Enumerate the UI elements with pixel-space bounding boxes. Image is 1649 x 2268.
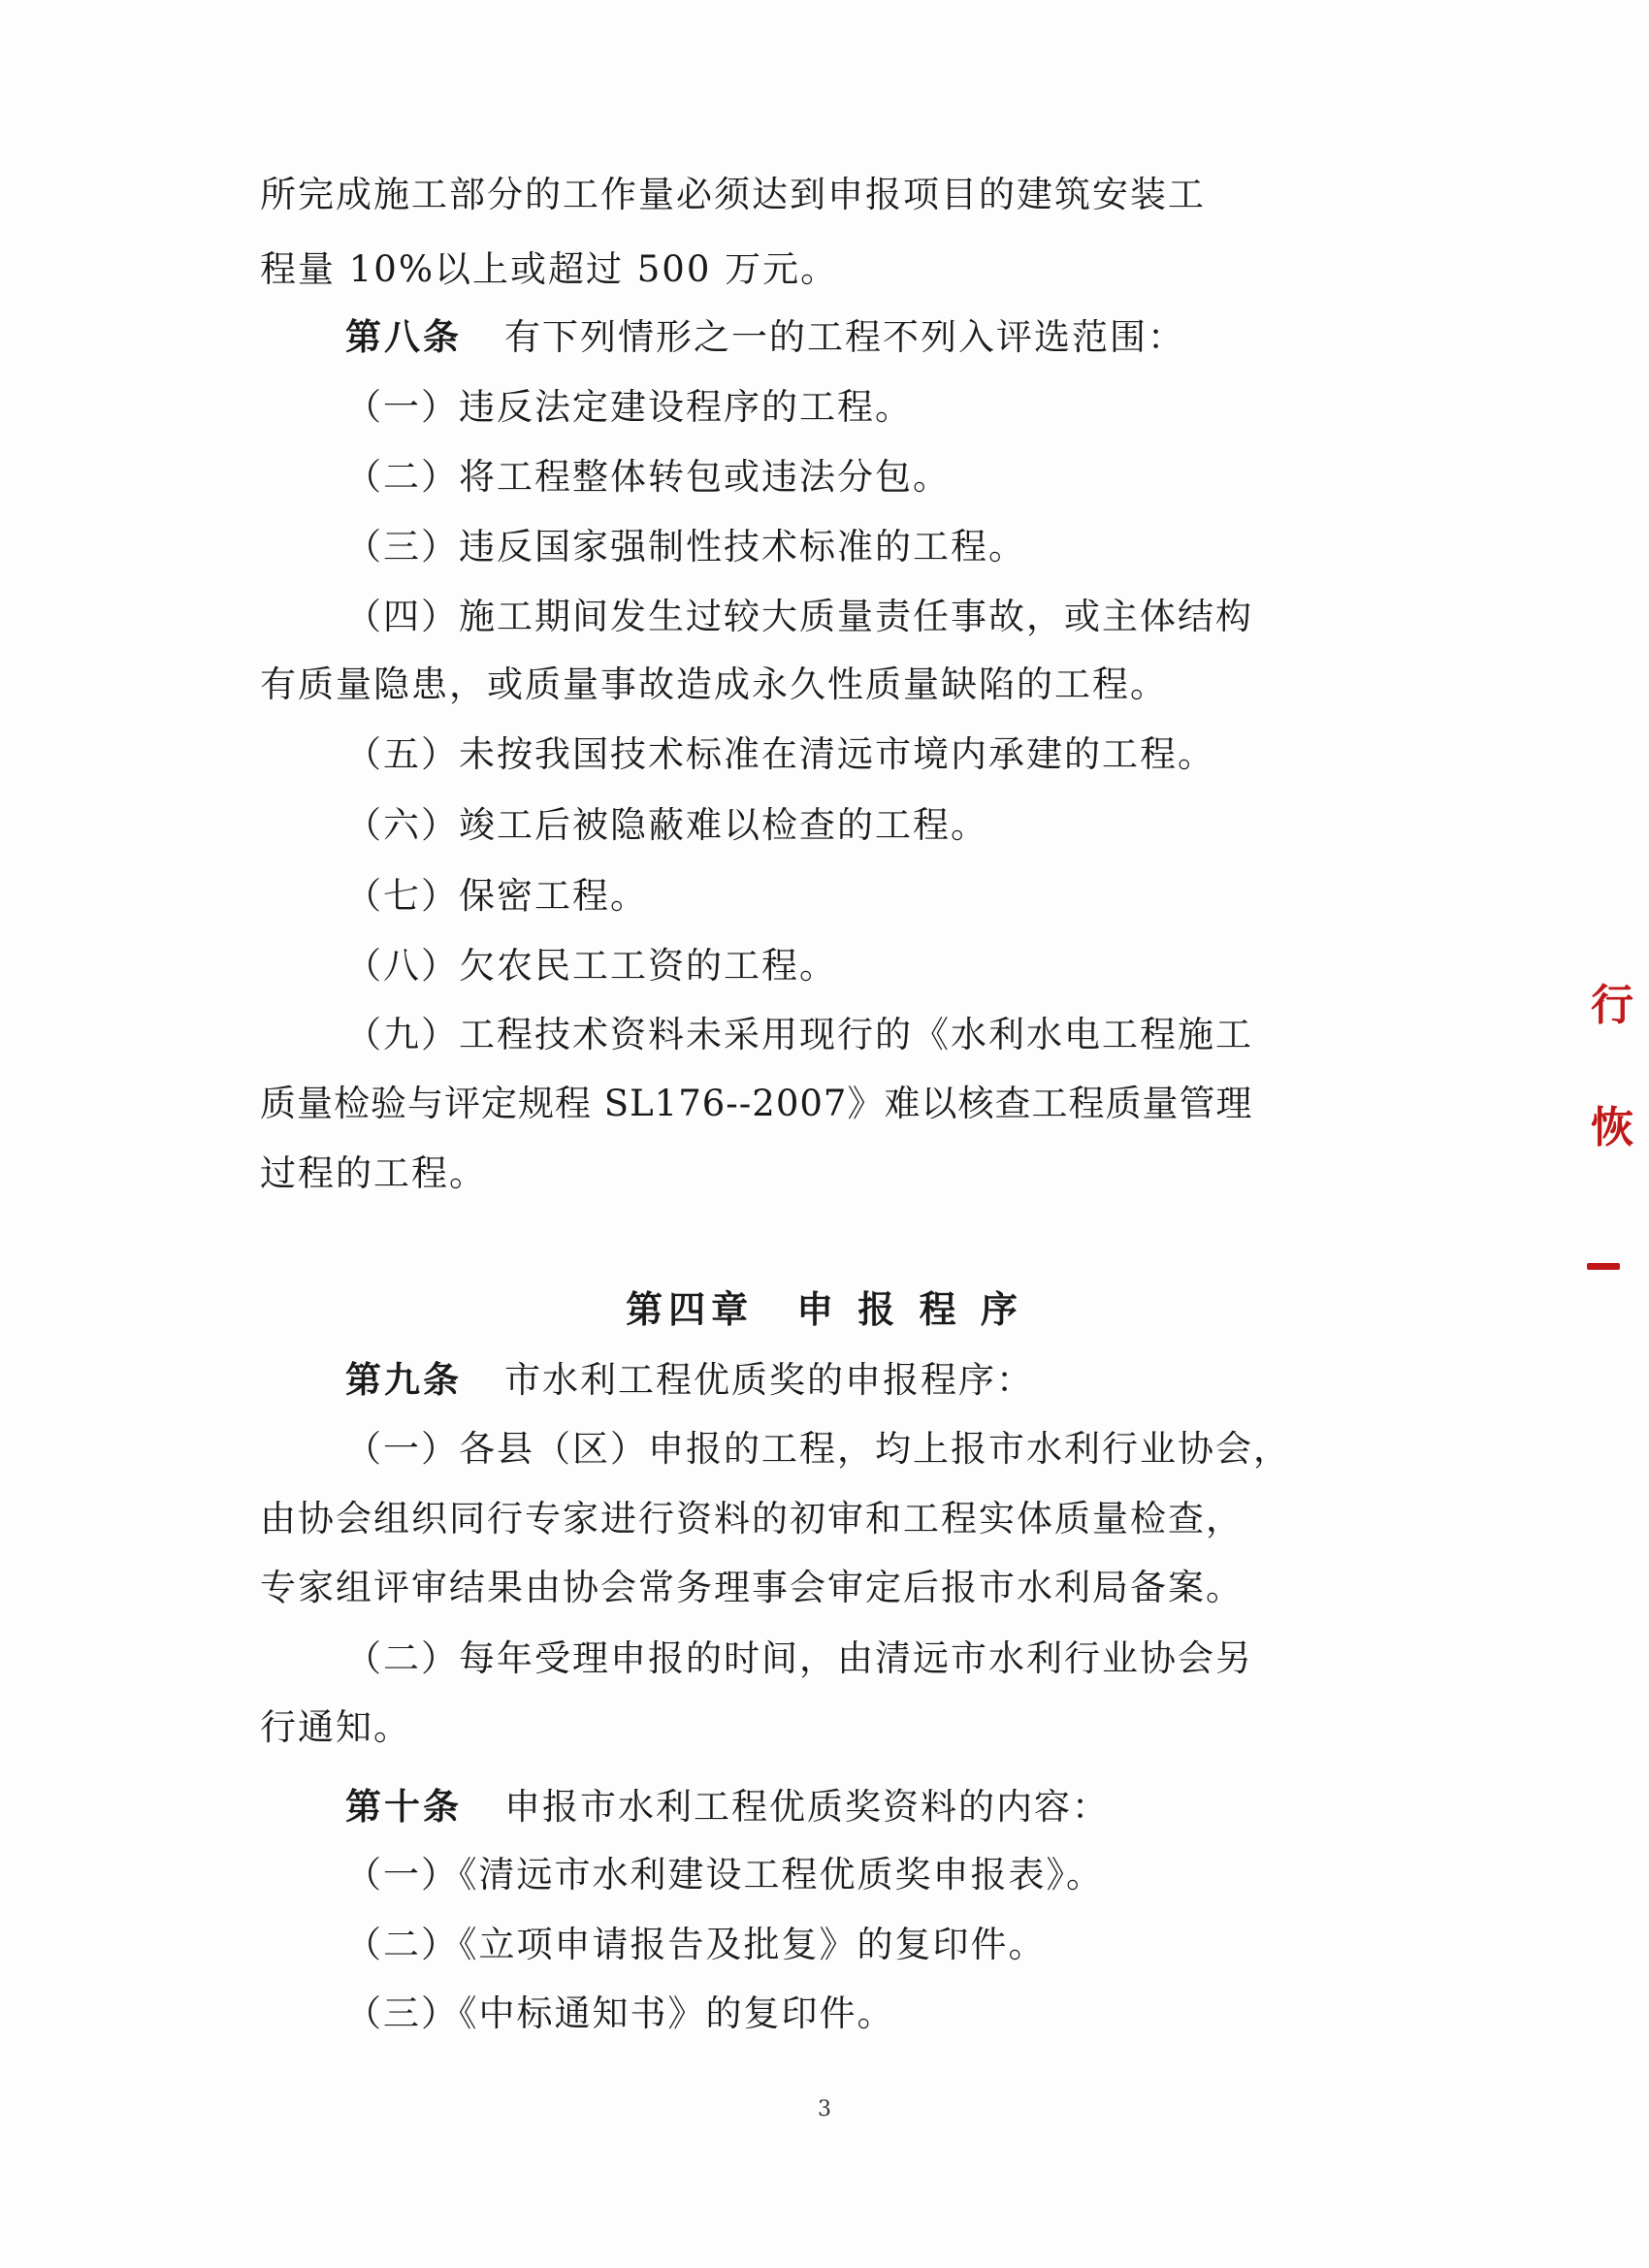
article-8-text: 有下列情形之一的工程不列入评选范围： bbox=[504, 316, 1185, 358]
list-item-continuation: 有质量隐患，或质量事故造成永久性质量缺陷的工程。 bbox=[260, 664, 1168, 705]
paragraph-line: （一）各县（区）申报的工程，均上报市水利行业协会， bbox=[345, 1428, 1291, 1470]
list-item: （六）竣工后被隐蔽难以检查的工程。 bbox=[345, 804, 988, 846]
article-10-heading: 第十条 bbox=[345, 1785, 462, 1828]
list-item: （三）违反国家强制性技术标准的工程。 bbox=[345, 526, 1026, 567]
list-item-continuation: 质量检验与评定规程 SL176--2007》难以核查工程质量管理 bbox=[260, 1083, 1253, 1124]
seal-fragment-mark bbox=[1587, 1263, 1620, 1270]
list-item-continuation: 过程的工程。 bbox=[260, 1152, 487, 1194]
paragraph-line: 行通知。 bbox=[260, 1706, 411, 1748]
article-9 bbox=[345, 1356, 1461, 1404]
list-item: （九）工程技术资料未采用现行的《水利水电工程施工 bbox=[345, 1014, 1253, 1055]
article-10-text: 申报市水利工程优质奖资料的内容： bbox=[504, 1786, 1110, 1828]
list-item: （一）《清远市水利建设工程优质奖申报表》。 bbox=[345, 1854, 1104, 1895]
article-9-text: 市水利工程优质奖的申报程序： bbox=[504, 1359, 1034, 1401]
paragraph-line: 由协会组织同行专家进行资料的初审和工程实体质量检查， bbox=[260, 1498, 1244, 1539]
list-item: （八）欠农民工工资的工程。 bbox=[345, 945, 837, 987]
article-8-heading: 第八条 bbox=[345, 315, 462, 358]
article-10 bbox=[345, 1783, 1461, 1831]
paragraph-line: 程量 10%以上或超过 500 万元。 bbox=[260, 248, 839, 290]
page-number: 3 bbox=[818, 2097, 831, 2122]
list-item: （五）未按我国技术标准在清远市境内承建的工程。 bbox=[345, 733, 1215, 775]
list-item: （七）保密工程。 bbox=[345, 875, 648, 917]
article-9-heading: 第九条 bbox=[345, 1358, 462, 1401]
paragraph-line: 所完成施工部分的工作量必须达到申报项目的建筑安装工 bbox=[260, 174, 1206, 215]
article-8 bbox=[345, 313, 1461, 361]
paragraph-line: （二）每年受理申报的时间，由清远市水利行业协会另 bbox=[345, 1637, 1253, 1679]
seal-fragment: 行 bbox=[1591, 981, 1633, 1030]
seal-fragment: 恢 bbox=[1591, 1103, 1633, 1152]
list-item: （三）《中标通知书》的复印件。 bbox=[345, 1993, 895, 2034]
chapter-heading: 第四章 申 报 程 序 bbox=[626, 1287, 1023, 1331]
list-item: （四）施工期间发生过较大质量责任事故，或主体结构 bbox=[345, 596, 1253, 637]
list-item: （二）《立项申请报告及批复》的复印件。 bbox=[345, 1924, 1047, 1965]
list-item: （二）将工程整体转包或违法分包。 bbox=[345, 456, 951, 498]
paragraph-line: 专家组评审结果由协会常务理事会审定后报市水利局备案。 bbox=[260, 1567, 1244, 1608]
list-item: （一）违反法定建设程序的工程。 bbox=[345, 386, 913, 428]
